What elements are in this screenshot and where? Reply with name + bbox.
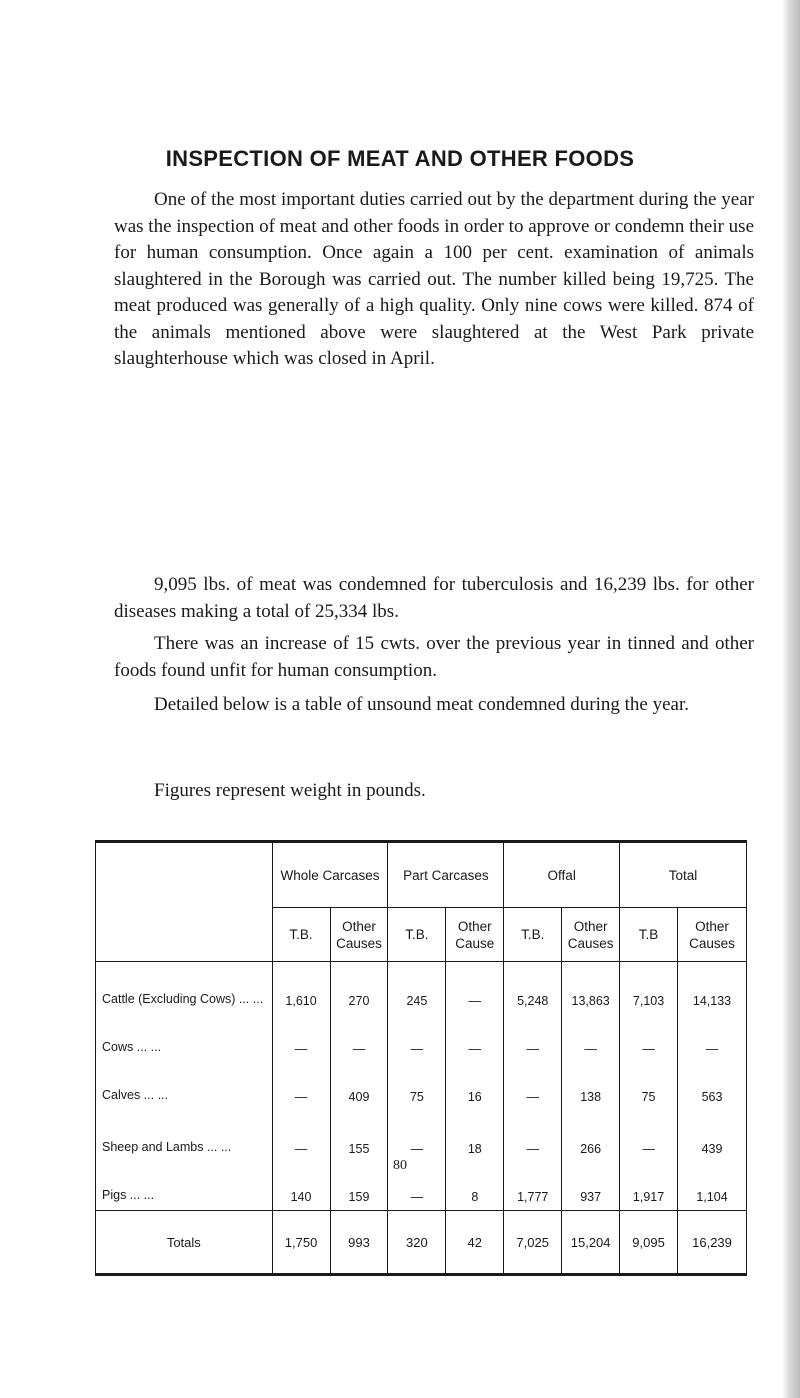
sub-header: Other Causes (330, 908, 388, 962)
table-cell: 14,133 (678, 962, 747, 1015)
table-row (96, 1014, 747, 1062)
table-cell: 1,104 (678, 1162, 747, 1211)
totals-row (96, 1211, 747, 1275)
total-cell: 7,025 (504, 1211, 562, 1275)
table-cell: 7,103 (620, 962, 678, 1015)
table-cell: — (446, 962, 504, 1015)
table-row (96, 1110, 747, 1162)
table-cell: 159 (330, 1162, 388, 1211)
sub-header: T.B (620, 908, 678, 962)
table-cell: 155 (330, 1110, 388, 1162)
table-cell: — (272, 1110, 330, 1162)
table-row (96, 1062, 747, 1110)
row-label: Pigs ... ... (96, 1162, 273, 1211)
units-note: Figures represent weight in pounds. (154, 780, 426, 801)
table-cell: 439 (678, 1110, 747, 1162)
table-cell: 266 (562, 1110, 620, 1162)
table-cell: 140 (272, 1162, 330, 1211)
page-edge-shadow (782, 0, 800, 1398)
sub-header: Other Causes (562, 908, 620, 962)
table-cell: — (388, 1014, 446, 1062)
total-cell: 15,204 (562, 1211, 620, 1275)
sub-header: T.B. (272, 908, 330, 962)
unsound-meat-table (95, 840, 747, 1276)
table-cell: — (504, 1062, 562, 1110)
totals-label: Totals (96, 1211, 273, 1275)
group-header: Part Carcases (388, 842, 504, 908)
table-cell: — (678, 1014, 747, 1062)
sub-header: Other Causes (678, 908, 747, 962)
table-cell: — (620, 1110, 678, 1162)
sub-header: Other Cause (446, 908, 504, 962)
row-label: Cattle (Excluding Cows) ... ... (96, 962, 273, 1015)
page-number: 80 (393, 1158, 407, 1173)
table-cell: — (562, 1014, 620, 1062)
table-cell: — (272, 1014, 330, 1062)
table-cell: 16 (446, 1062, 504, 1110)
blank-corner-cell (96, 842, 273, 962)
table-cell: — (504, 1014, 562, 1062)
table-cell: — (388, 1110, 446, 1162)
table-cell: — (446, 1014, 504, 1062)
group-header: Offal (504, 842, 620, 908)
row-label: Calves ... ... (96, 1062, 273, 1110)
table-cell: 563 (678, 1062, 747, 1110)
group-header-row (96, 842, 747, 908)
table-cell: 1,917 (620, 1162, 678, 1211)
table-cell: 5,248 (504, 962, 562, 1015)
sub-header: T.B. (504, 908, 562, 962)
table-cell: 409 (330, 1062, 388, 1110)
table-cell: 245 (388, 962, 446, 1015)
intro-paragraph: One of the most important duties carried out by the department during the year was the inspection of meat and other foods in order to approve or condemn their use for human consumption. Once again a 100 per cent. examination of animals slaughtered in the Borough was carried out. The number killed being 19,725. The meat produced was generally of a high quality. Only nine cows were killed. 874 of the animals mentioned above were slaughtered at the West Park private slaughterhouse which was closed in April. (114, 189, 755, 369)
total-cell: 1,750 (272, 1211, 330, 1275)
total-cell: 16,239 (678, 1211, 747, 1275)
tinned-foods-paragraph: There was an increase of 15 cwts. over the previous year in tinned and other foods found unfit for human consumption. (114, 633, 754, 681)
group-header: Total (620, 842, 747, 908)
group-header: Whole Carcases (272, 842, 388, 908)
row-label: Sheep and Lambs ... ... (96, 1110, 273, 1162)
total-cell: 9,095 (620, 1211, 678, 1275)
table-cell: 270 (330, 962, 388, 1015)
table-cell: 8 (446, 1162, 504, 1211)
table-cell: 138 (562, 1062, 620, 1110)
page-title: INSPECTION OF MEAT AND OTHER FOODS (165, 146, 635, 171)
table-cell: 13,863 (562, 962, 620, 1015)
table-intro-paragraph: Detailed below is a table of unsound meat condemned during the year. (154, 694, 690, 715)
table-cell: — (388, 1162, 446, 1211)
table-cell: — (330, 1014, 388, 1062)
condemned-weight-paragraph: 9,095 lbs. of meat was condemned for tuberculosis and 16,239 lbs. for other diseases making a total of 25,334 lbs. (114, 574, 754, 622)
row-label: Cows ... ... (96, 1014, 273, 1062)
table-row (96, 962, 747, 1015)
sub-header: T.B. (388, 908, 446, 962)
table-cell: 18 (446, 1110, 504, 1162)
table-cell: 937 (562, 1162, 620, 1211)
total-cell: 320 (388, 1211, 446, 1275)
table-cell: — (620, 1014, 678, 1062)
total-cell: 42 (446, 1211, 504, 1275)
table-cell: — (272, 1062, 330, 1110)
table-cell: 75 (620, 1062, 678, 1110)
table-cell: — (504, 1110, 562, 1162)
total-cell: 993 (330, 1211, 388, 1275)
table-cell: 75 (388, 1062, 446, 1110)
table-cell: 1,610 (272, 962, 330, 1015)
table-cell: 1,777 (504, 1162, 562, 1211)
